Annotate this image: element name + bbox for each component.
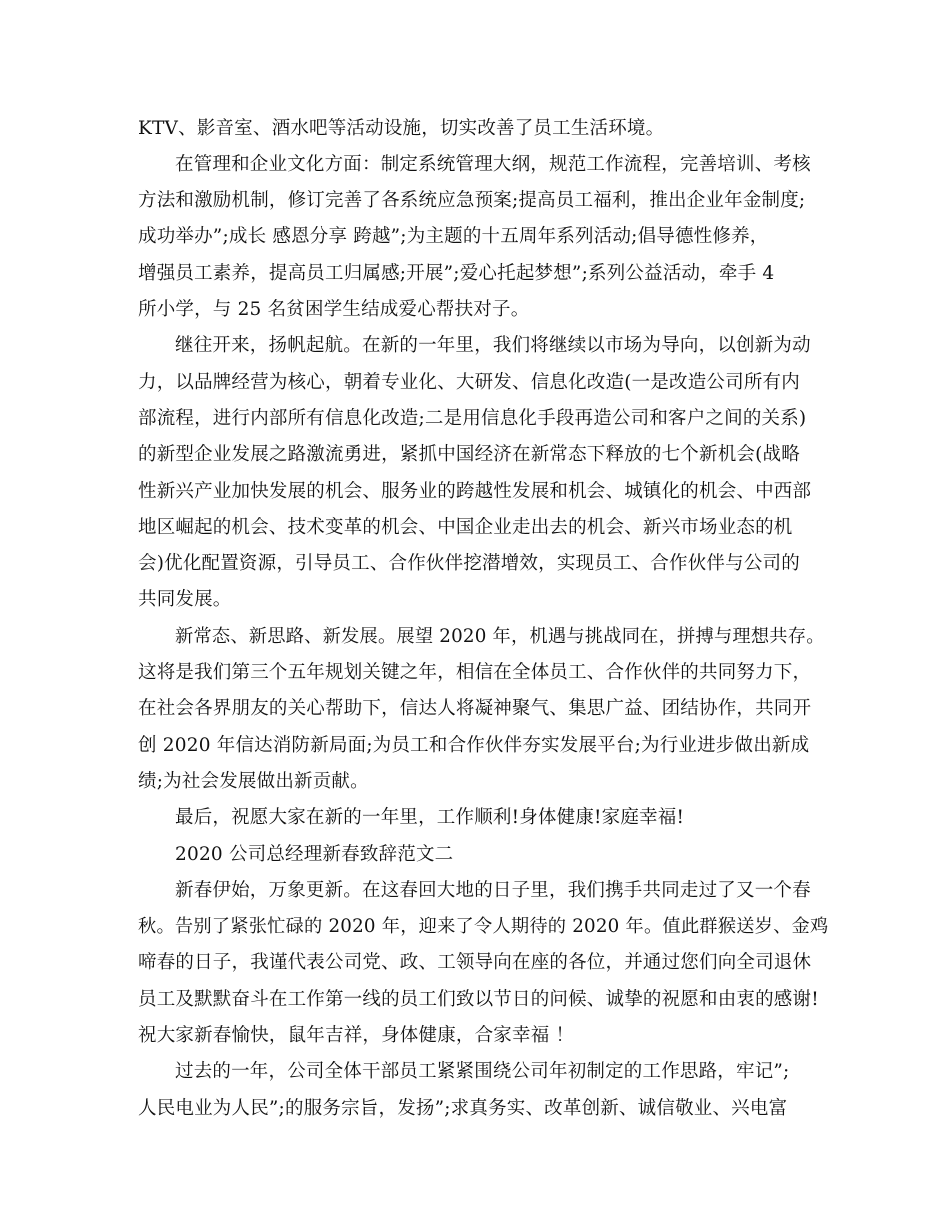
paragraph-start: 在管理和企业文化方面：制定系统管理大纲，规范工作流程，完善培训、考核 <box>175 154 811 175</box>
text-line: 增强员工素养，提高员工归属感;开展”;爱心托起梦想”;系列公益活动，牵手 4 <box>138 263 775 284</box>
text-line: 啼春的日子，我谨代表公司党、政、工领导向在座的各位，并通过您们向全司退休 <box>138 952 812 973</box>
paragraph-start: 新常态、新思路、新发展。展望 2020 年，机遇与挑战同在，拼搏与理想共存。 <box>175 626 825 647</box>
text-line: 的新型企业发展之路激流勇进，紧抓中国经济在新常态下释放的七个新机会(战略 <box>138 444 800 465</box>
text-line: 方法和激励机制，修订完善了各系统应急预案;提高员工福利，推出企业年金制度; <box>138 190 806 211</box>
text-line: 会)优化配置资源，引导员工、合作伙伴挖潜增效，实现员工、合作伙伴与公司的 <box>138 553 800 574</box>
text-line: 秋。告别了紧张忙碌的 2020 年，迎来了令人期待的 2020 年。值此群猴送岁、金鸡 <box>138 916 829 937</box>
text-line: 绩;为社会发展做出新贡献。 <box>138 771 369 792</box>
text-line: 力，以品牌经营为核心，朝着专业化、大研发、信息化改造(一是改造公司所有内 <box>138 372 800 393</box>
text-line: KTV、影音室、酒水吧等活动设施，切实改善了员工生活环境。 <box>138 118 665 139</box>
text-line: 性新兴产业加快发展的机会、服务业的跨越性发展和机会、城镇化的机会、中西部 <box>138 481 812 502</box>
text-line: 成功举办”;成长 感恩分享 跨越”;为主题的十五周年系列活动;倡导德性修养， <box>138 226 769 247</box>
text-line: 所小学，与 25 名贫困学生结成爱心帮扶对子。 <box>138 299 530 320</box>
text-line: 人民电业为人民”;的服务宗旨，发扬”;求真务实、改革创新、诚信敬业、兴电富 <box>138 1098 788 1119</box>
text-line: 创 2020 年信达消防新局面;为员工和合作伙伴夯实发展平台;为行业进步做出新成 <box>138 735 810 756</box>
text-line: 地区崛起的机会、技术变革的机会、中国企业走出去的机会、新兴市场业态的机 <box>138 517 793 538</box>
paragraph-start: 继往开来，扬帆起航。在新的一年里，我们将继续以市场为导向，以创新为动 <box>175 335 811 356</box>
text-line: 员工及默默奋斗在工作第一线的员工们致以节日的问候、诚挚的祝愿和由衷的感谢! <box>138 989 819 1010</box>
text-line: 共同发展。 <box>138 589 232 610</box>
text-line: 这将是我们第三个五年规划关键之年，相信在全体员工、合作伙伴的共同努力下， <box>138 662 812 683</box>
text-line: 在社会各界朋友的关心帮助下，信达人将凝神聚气、集思广益、团结协作，共同开 <box>138 698 812 719</box>
paragraph-start: 过去的一年，公司全体干部员工紧紧围绕公司年初制定的工作思路，牢记”; <box>175 1061 790 1082</box>
text-line: 祝大家新春愉快，鼠年吉祥，身体健康，合家幸福 ！ <box>138 1025 575 1046</box>
paragraph-start: 最后，祝愿大家在新的一年里，工作顺利!身体健康!家庭幸福! <box>175 807 685 828</box>
paragraph-start: 新春伊始，万象更新。在这春回大地的日子里，我们携手共同走过了又一个春 <box>175 880 811 901</box>
text-line: 部流程，进行内部所有信息化改造;二是用信息化手段再造公司和客户之间的关系) <box>138 408 807 429</box>
section-heading: 2020 公司总经理新春致辞范文二 <box>175 844 454 865</box>
